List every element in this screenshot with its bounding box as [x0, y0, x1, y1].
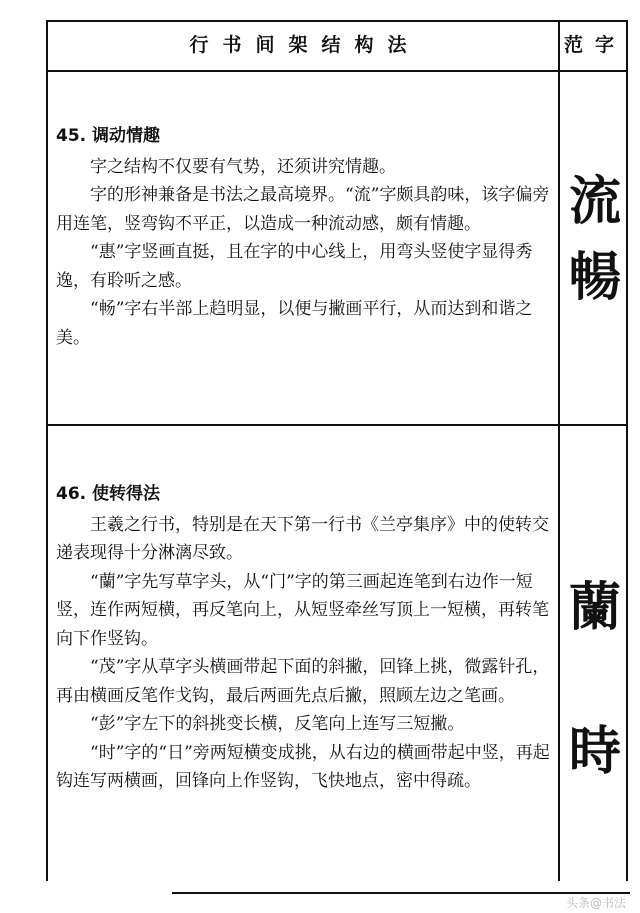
- watermark: 头条@书法: [565, 896, 626, 910]
- bottom-rule: [172, 892, 630, 894]
- column-divider: [558, 20, 560, 881]
- sample-char: 暢: [568, 247, 621, 308]
- paragraph: “畅”字右半部上趋明显，以便与撇画平行，从而达到和谐之美。: [56, 299, 533, 348]
- sample-char: 時: [568, 721, 621, 782]
- paragraph: 字的形神兼备是书法之最高境界。“流”字颇具韵味，该字偏旁用连笔，竖弯钩不平正，以造成一种流动感，颇有情趣。: [56, 185, 550, 234]
- section-title: 46. 使转得法: [56, 484, 161, 504]
- paragraph: 字之结构不仅要有气势，还须讲究情趣。: [90, 156, 396, 177]
- paragraph: “彭”字左下的斜挑变长横，反笔向上连写三短撇。: [90, 714, 465, 734]
- paragraph: “时”字的“日”旁两短横变成挑，从右边的横画带起中竖，再起钩连写两横画，回锋向上作竖钩，飞快地点，密中得疏。: [56, 742, 550, 791]
- section-title: 45. 调动情趣: [56, 126, 161, 146]
- paragraph: “惠”字竖画直挺，且在字的中心线上，用弯头竖使字显得秀逸，有聆听之感。: [56, 242, 533, 291]
- sample-char: 流: [568, 171, 621, 232]
- paragraph: “茂”字从草字头横画带起下面的斜撇，回锋上挑，微露针孔，再由横画反笔作戈钩，最后两画先点后撇，照顾左边之笔画。: [56, 657, 550, 706]
- section-45: [56, 122, 556, 352]
- header-rule: [46, 70, 628, 72]
- sample-char: 蘭: [568, 577, 621, 638]
- section-46: [56, 480, 556, 796]
- sample-column-title: 范字: [563, 34, 626, 56]
- section-divider: [46, 424, 628, 426]
- paragraph: 王羲之行书，特别是在天下第一行书《兰亭集序》中的使转交递表现得十分淋漓尽致。: [56, 514, 549, 563]
- page-title: 行书间架结构法: [189, 34, 421, 56]
- paragraph: “蘭”字先写草字头，从“门”字的第三画起连笔到右边作一短竖，连作两短横，再反笔向上，从短竖牵丝写顶上一短横，再转笔向下作竖钩。: [56, 571, 549, 649]
